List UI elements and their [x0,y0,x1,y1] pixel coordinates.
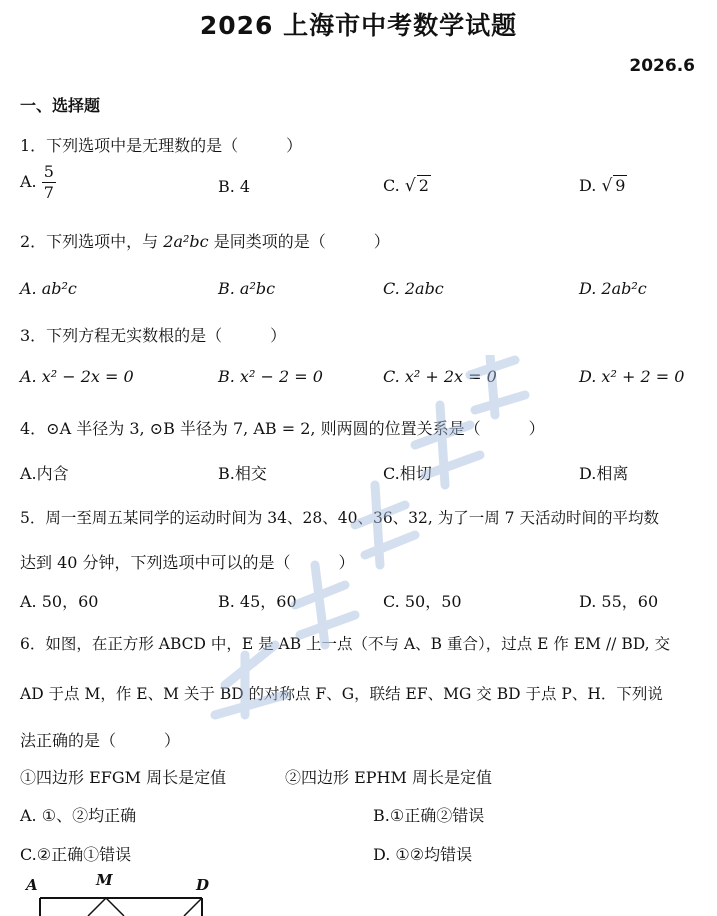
question-6-option-a: A. ①、②均正确 [20,806,137,825]
figure-diagonal [184,898,202,916]
question-1-option-c [383,175,431,196]
option-letter: D. [579,176,597,195]
question-3-option-b: B. x² − 2 = 0 [218,367,323,386]
question-5-stem-line-1: 5．周一至周五某同学的运动时间为 34、28、40、36、32, 为了一周 7 天活动时间的平均数 [20,509,659,527]
question-4-option-d: D.相离 [579,464,629,483]
question-6-stem-line-1: 6．如图，在正方形 ABCD 中，E 是 AB 上一点（不与 A、B 重合），过点 E 作 EM // BD, 交 [20,635,670,653]
question-2-option-d: D. 2ab²c [579,279,647,298]
question-5-stem-line-2: 达到 40 分钟，下列选项中可以的是（ ） [20,553,355,572]
section-heading: 一、选择题 [20,96,101,115]
question-5-option-c: C. 50，50 [383,592,462,611]
radicand: 9 [615,176,626,195]
stem-text: 是同类项的是（ ） [213,232,390,251]
question-2-stem [20,229,390,252]
figure-label-d: D [196,876,210,894]
question-5-option-a: A. 50，60 [20,592,99,611]
fraction-denominator: 7 [43,183,54,202]
figure-label-m: M [96,871,113,889]
question-6-option-d: D. ①②均错误 [373,845,473,864]
watermark-brush-strokes [205,355,535,735]
question-4-stem: 4．⊙A 半径为 3, ⊙B 半径为 7, AB = 2, 则两圆的位置关系是（ ） [20,419,545,438]
question-4-option-c: C.相切 [383,464,432,483]
exam-date: 2026.6 [629,56,695,76]
question-6-stem-line-3: 法正确的是（ ） [20,731,181,750]
question-5-option-d: D. 55，60 [579,592,659,611]
question-1-option-b: B. 4 [218,177,251,196]
square-figure [20,868,220,916]
question-6-statement-1: ①四边形 EFGM 周长是定值 [20,768,227,787]
question-3-option-d: D. x² + 2 = 0 [579,367,685,386]
page-title: 2026 上海市中考数学试题 [199,11,518,40]
figure-line-m-right [106,898,124,916]
question-6-option-b: B.①正确②错误 [373,806,485,825]
question-5-option-b: B. 45，60 [218,592,297,611]
question-2-option-b: B. a²bc [218,279,276,298]
question-3-stem: 3．下列方程无实数根的是（ ） [20,326,287,345]
radicand: 2 [418,176,429,195]
figure-label-a: A [26,876,38,894]
question-3-option-a: A. x² − 2x = 0 [20,367,134,386]
figure-line-m-left [88,898,106,916]
stem-expression: 2a²bc [163,232,209,251]
question-4-option-a: A.内含 [20,464,69,483]
question-6-statement-2: ②四边形 EPHM 周长是定值 [285,768,492,787]
option-letter: C. [383,176,400,195]
question-3-option-c: C. x² + 2x = 0 [383,367,497,386]
question-6-stem-line-2: AD 于点 M，作 E、M 关于 BD 的对称点 F、G，联结 EF、MG 交 BD 于点 P、H．下列说 [20,685,663,703]
question-2-option-a: A. ab²c [20,279,77,298]
question-1-option-a [20,162,56,203]
question-4-option-b: B.相交 [218,464,267,483]
radical-sign: √ [404,176,416,196]
question-1-stem: 1．下列选项中是无理数的是（ ） [20,136,303,155]
option-letter: A. [20,172,37,191]
question-6-option-c: C.②正确①错误 [20,845,132,864]
radical-sign: √ [601,176,613,196]
fraction-numerator: 5 [43,162,54,181]
question-2-option-c: C. 2abc [383,279,444,298]
stem-text: 2．下列选项中，与 [20,232,159,251]
fraction [42,162,56,203]
question-1-option-d [579,175,627,196]
